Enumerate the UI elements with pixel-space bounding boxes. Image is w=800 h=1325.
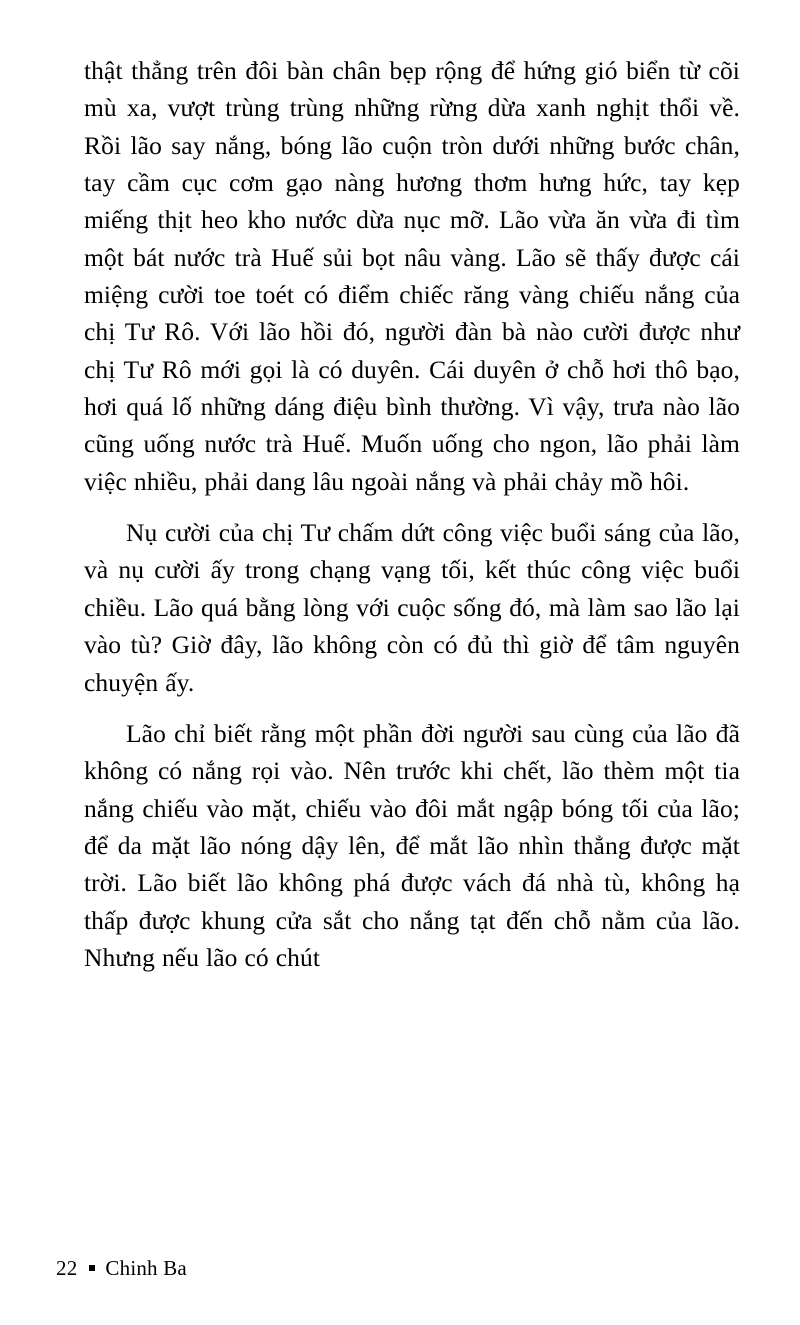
paragraph: thật thẳng trên đôi bàn chân bẹp rộng để hứng gió biển từ cõi mù xa, vượt trùng trùng những rừng dừa xanh nghịt thổi về. Rồi lão say nắng, bóng lão cuộn tròn dưới những bước chân, tay cầm cục cơm gạo nàng hương thơm hưng hức, tay kẹp miếng thịt heo kho nước dừa nục mỡ. Lão vừa ăn vừa đi tìm một bát nước trà Huế sủi bọt nâu vàng. Lão sẽ thấy được cái miệng cười toe toét có điểm chiếc răng vàng chiếu nắng của chị Tư Rô. Với lão hồi đó, người đàn bà nào cười được như chị Tư Rô mới gọi là có duyên. Cái duyên ở chỗ hơi thô bạo, hơi quá lố những dáng điệu bình thường. Vì vậy, trưa nào lão cũng uống nước trà Huế. Muốn uống cho ngon, lão phải làm việc nhiều, phải dang lâu ngoài nắng và phải chảy mồ hôi. [84, 56, 740, 496]
square-bullet-icon [89, 1265, 95, 1271]
paragraph: Nụ cười của chị Tư chấm dứt công việc buổi sáng của lão, và nụ cười ấy trong chạng vạng tối, kết thúc công việc buổi chiều. Lão quá bằng lòng với cuộc sống đó, mà làm sao lão lại vào tù? Giờ đây, lão không còn có đủ thì giờ để tâm nguyên chuyện ấy. [84, 518, 740, 697]
page-footer [56, 1256, 187, 1281]
running-head: Chinh Ba [105, 1256, 187, 1280]
paragraph: Lão chỉ biết rằng một phần đời người sau cùng của lão đã không có nắng rọi vào. Nên trước khi chết, lão thèm một tia nắng chiếu vào mặt, chiếu vào đôi mắt ngập bóng tối của lão; để da mặt lão nóng dậy lên, để mắt lão nhìn thẳng được mặt trời. Lão biết lão không phá được vách đá nhà tù, không hạ thấp được khung cửa sắt cho nắng tạt đến chỗ nằm của lão. Nhưng nếu lão có chút [84, 718, 740, 972]
page-body [84, 52, 740, 976]
page-number: 22 [56, 1256, 78, 1280]
